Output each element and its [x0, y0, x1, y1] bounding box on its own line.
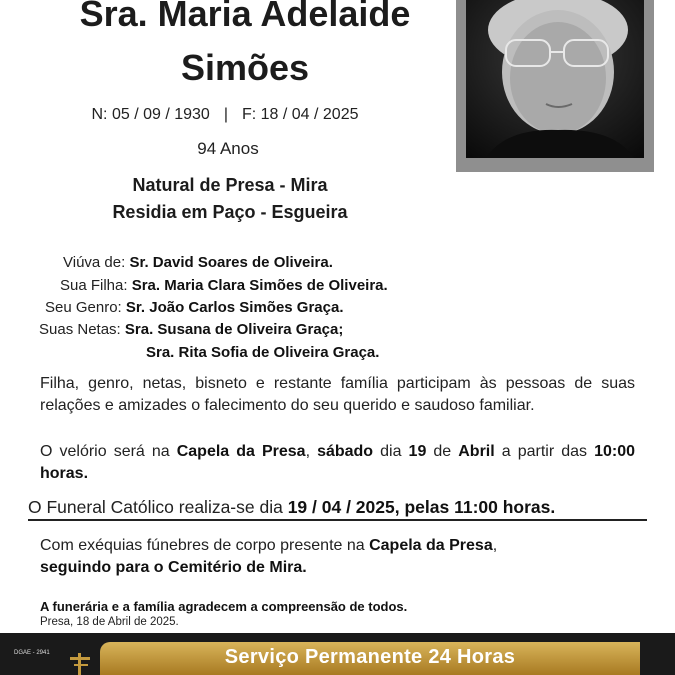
funeral-details: 19 / 04 / 2025, pelas 11:00 horas. — [287, 497, 556, 517]
relative-label: Sua Filha: — [60, 277, 128, 294]
relative-row — [146, 342, 379, 363]
date-separator: | — [223, 106, 228, 123]
relative-row — [63, 252, 333, 273]
relative-row — [45, 297, 344, 318]
wake-date: 19 — [408, 443, 427, 460]
birthplace: Natural de Presa - Mira — [132, 175, 328, 195]
wake-day: sábado — [317, 443, 374, 460]
deceased-name-line1: Sra. Maria Adelaide — [79, 0, 411, 34]
relative-name: Sra. Maria Clara Simões de Oliveira. — [131, 277, 388, 294]
relative-name: Sr. David Soares de Oliveira. — [129, 254, 333, 271]
footer-banner — [0, 633, 675, 675]
funeral-line — [28, 497, 647, 521]
wake-text: dia — [373, 443, 409, 460]
relative-label: Seu Genro: — [45, 299, 122, 316]
exequies-text: Com exéquias fúnebres de corpo presente na — [40, 537, 370, 554]
wake-paragraph — [40, 441, 635, 485]
wake-text: O velório será na — [40, 443, 177, 460]
age: 94 Anos — [197, 139, 259, 158]
portrait-photo — [466, 0, 644, 158]
relative-label: Suas Netas: — [39, 321, 121, 338]
announcement-paragraph: Filha, genro, netas, bisneto e restante família participam às pessoas de suas relações e amizades o falecimento do seu querido e saudoso familiar. — [40, 375, 635, 414]
wake-text: , — [305, 443, 318, 460]
relative-label: Viúva de: — [63, 254, 126, 271]
wake-time: 10:00 horas. — [40, 443, 635, 482]
wake-text: de — [426, 443, 459, 460]
relative-row — [60, 275, 388, 296]
life-dates — [0, 106, 450, 124]
funeral-text: O Funeral Católico realiza-se dia — [28, 497, 288, 517]
relative-row — [39, 319, 343, 340]
birth-date: N: 05 / 09 / 1930 — [91, 106, 210, 123]
wake-place: Capela da Presa — [176, 443, 306, 460]
thanks-note: A funerária e a família agradecem a compreensão de todos. — [40, 599, 408, 614]
exequies-text: , — [492, 537, 498, 554]
place-date: Presa, 18 de Abril de 2025. — [40, 616, 179, 628]
service-banner: Serviço Permanente 24 Horas — [224, 646, 516, 668]
residence: Residia em Paço - Esgueira — [112, 202, 348, 222]
relative-name: Sra. Rita Sofia de Oliveira Graça. — [146, 344, 380, 361]
funeral-home-logo-icon — [66, 653, 94, 675]
relative-name: Sr. João Carlos Simões Graça. — [125, 299, 344, 316]
portrait-frame — [456, 0, 654, 172]
exequies-place: Capela da Presa — [369, 537, 493, 554]
death-date: F: 18 / 04 / 2025 — [241, 106, 359, 123]
exequies-destination: seguindo para o Cemitério de Mira. — [40, 559, 307, 576]
deceased-name-line2: Simões — [180, 47, 310, 88]
wake-month: Abril — [458, 443, 495, 460]
exequies-paragraph — [40, 535, 635, 579]
license-number: DGAE - 2941 — [14, 650, 50, 656]
relative-name: Sra. Susana de Oliveira Graça; — [124, 321, 344, 338]
wake-text: a partir das — [494, 443, 595, 460]
